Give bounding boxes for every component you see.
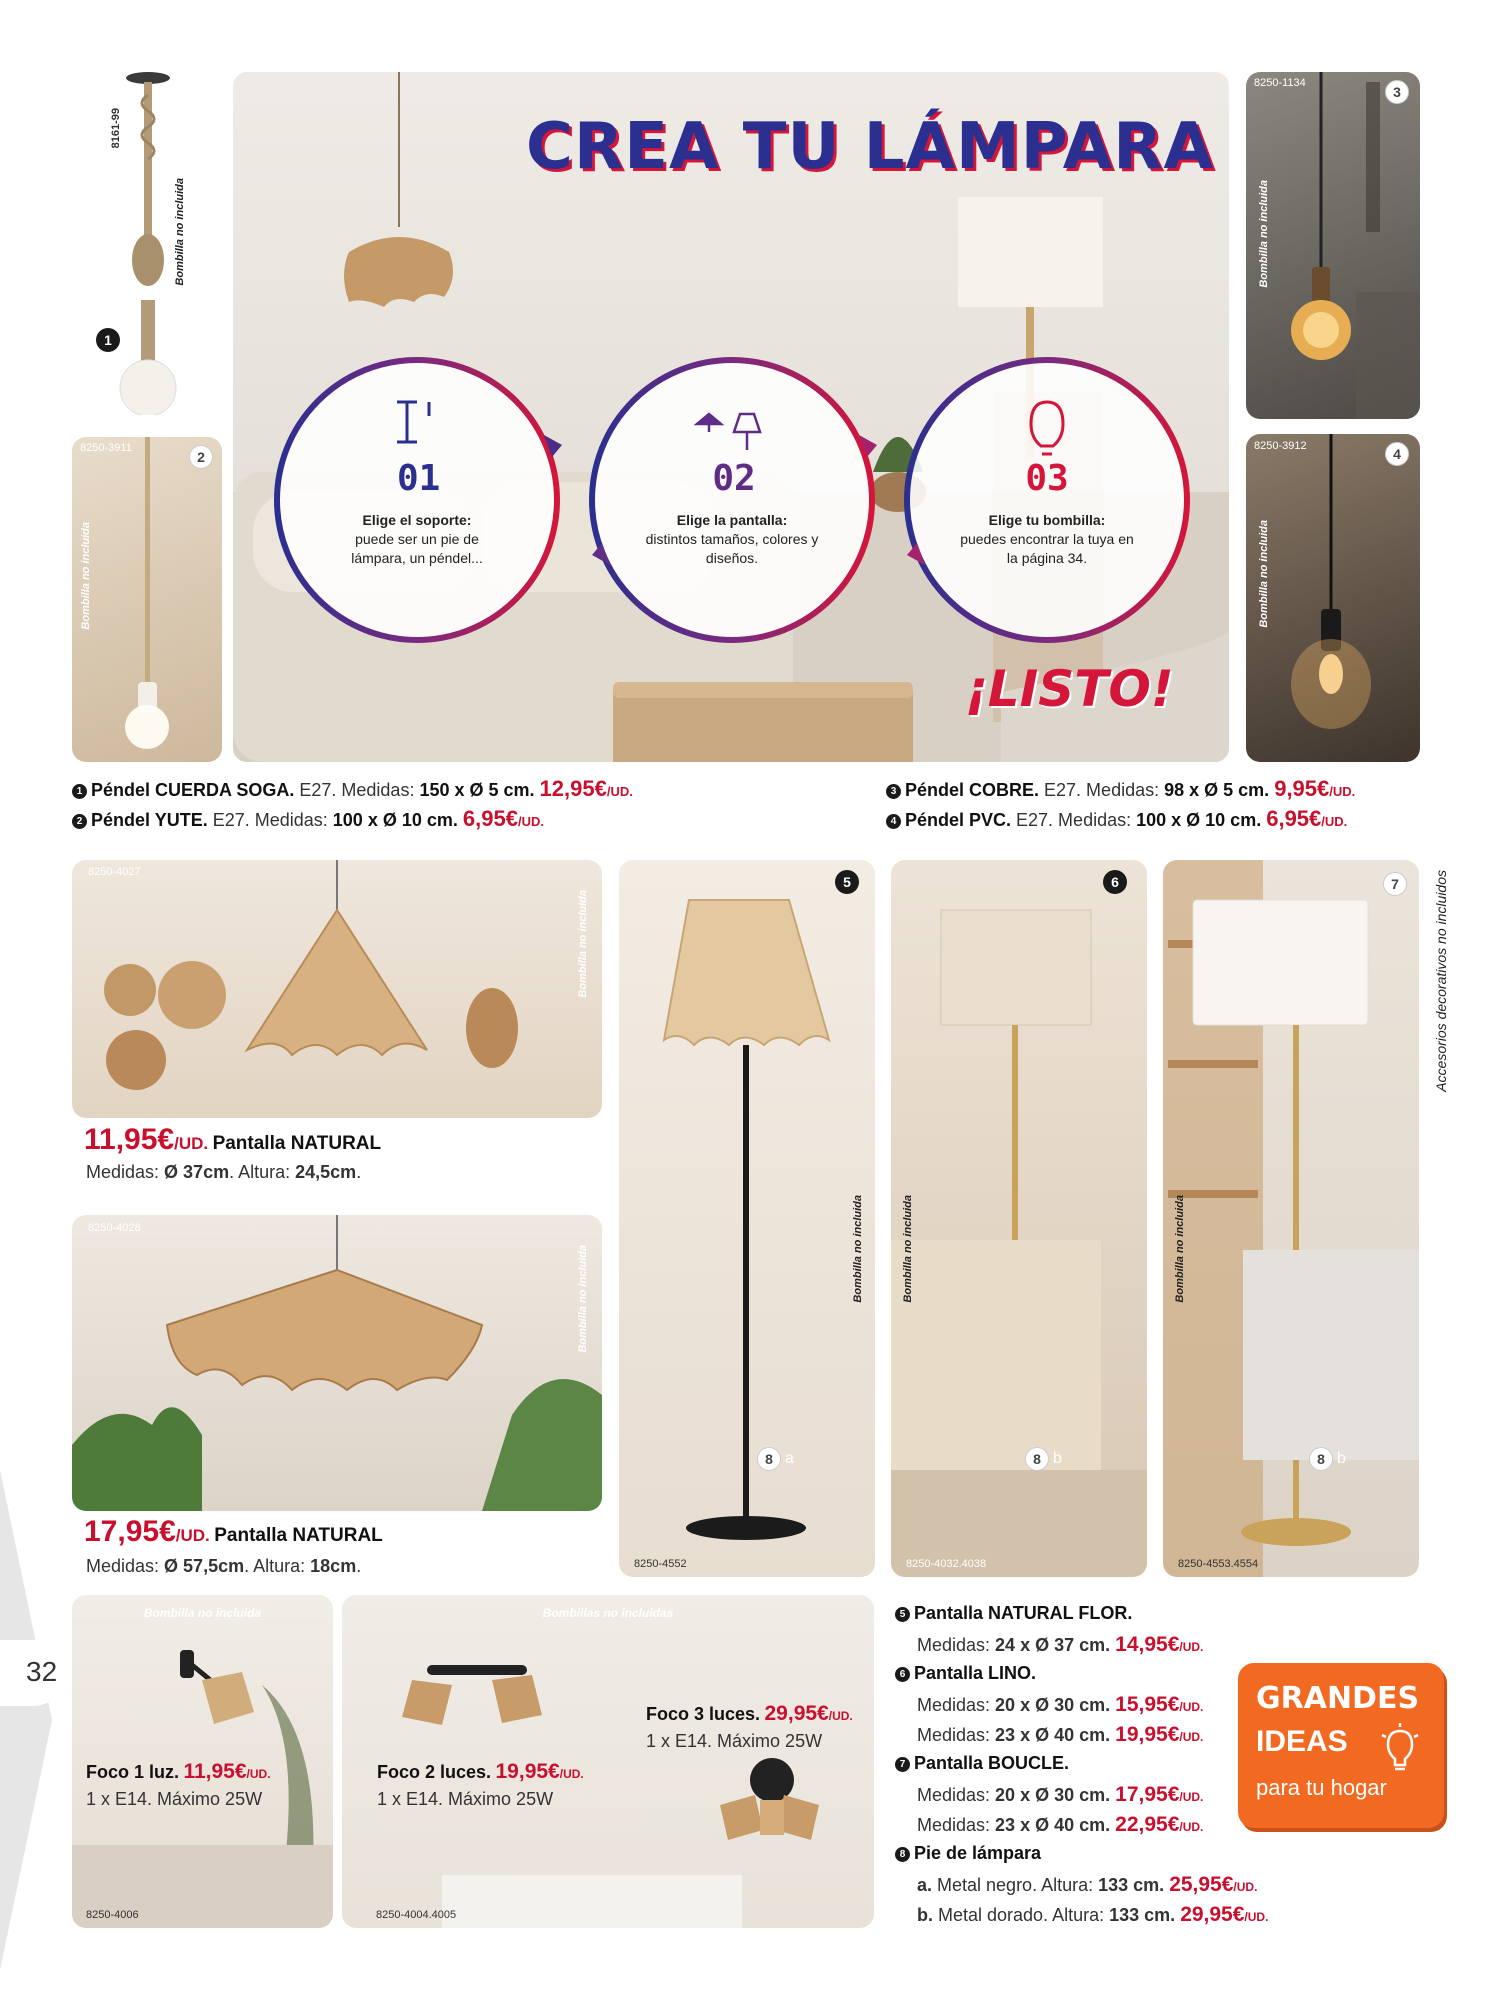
code-8250-4032-4038: 8250-4032.4038 [906, 1558, 987, 1570]
promo-line-1: GRANDES [1256, 1681, 1420, 1716]
code-8250-4006: 8250-4006 [86, 1909, 139, 1921]
product-image-lampara-7 [1163, 860, 1419, 1577]
grandes-ideas-promo [1238, 1663, 1444, 1828]
foco-3-title: Foco 3 luces. 29,95€/UD. [646, 1702, 853, 1725]
step-2-number: 02 [712, 458, 756, 499]
product-image-pendel-pvc [1246, 434, 1420, 762]
page-edge-tab [0, 1470, 52, 1970]
foco-1-spec: 1 x E14. Máximo 25W [86, 1789, 263, 1809]
code-8161-99: 8161-99 [110, 108, 122, 149]
product-image-lampara-5 [619, 860, 875, 1577]
step-1-title: Elige el soporte: [362, 512, 472, 528]
bulb-not-included-note: Bombilla no incluida [1258, 180, 1270, 288]
pantalla-lino-title: 6 Pantalla LINO. [895, 1663, 1036, 1684]
steps-loop-graphic [272, 350, 1207, 650]
bulb-not-included-note: Bombilla no incluida [80, 522, 92, 630]
product-image-lampara-6 [891, 860, 1147, 1577]
step-2-title: Elige la pantalla: [676, 512, 788, 528]
pie-lampara-title: 8 Pie de lámpara [895, 1843, 1041, 1864]
step-1-text: puede ser un pie de lámpara, un péndel... [351, 531, 483, 566]
bulb-not-included-note: Bombilla no incluida [577, 890, 589, 998]
badge-2: 2 [189, 445, 213, 469]
badge-7: 7 [1383, 872, 1407, 896]
badge-6: 6 [1103, 870, 1127, 894]
bulb-not-included-note: Bombilla no incluida [143, 1606, 262, 1620]
code-8250-4553-4554: 8250-4553.4554 [1178, 1558, 1259, 1570]
step-3-text: puedes encontrar la tuya en la página 34. [960, 531, 1134, 566]
promo-line-3: para tu hogar [1256, 1775, 1387, 1800]
foco-1-title: Foco 1 luz. 11,95€/UD. [86, 1760, 271, 1783]
code-8250-3912: 8250-3912 [1254, 440, 1307, 452]
code-8250-4552: 8250-4552 [634, 1558, 687, 1570]
pantalla-lino-row-1: Medidas: 20 x Ø 30 cm. 15,95€/UD. [917, 1693, 1204, 1716]
badge-3: 3 [1385, 80, 1409, 104]
product-image-pendel-yute [72, 437, 222, 762]
product-line-pendel-pvc: 4 Péndel PVC. E27. Medidas: 100 x Ø 10 cm. 6,95€/UD. [886, 806, 1347, 832]
badge-8b-2: 8 b [1309, 1447, 1346, 1471]
bulb-not-included-note: Bombilla no incluida [1174, 1195, 1186, 1303]
bulb-not-included-note: Bombilla no incluida [577, 1245, 589, 1353]
step-1-number: 01 [397, 458, 441, 499]
step-2-text: distintos tamaños, colores y diseños. [645, 531, 819, 566]
price-line-pantalla-natural-57: 17,95€/UD. Pantalla NATURAL [84, 1515, 383, 1548]
badge-8b: 8 b [1025, 1447, 1062, 1471]
pantalla-boucle-title: 7 Pantalla BOUCLE. [895, 1753, 1069, 1774]
product-line-pendel-cuerda-soga: 1 Péndel CUERDA SOGA. E27. Medidas: 150 x Ø 5 cm. 12,95€/UD. [72, 776, 633, 802]
pantalla-natural-flor-title: 5 Pantalla NATURAL FLOR. [895, 1603, 1132, 1624]
bulb-not-included-note: Bombilla no incluida [902, 1195, 914, 1303]
badge-1: 1 [96, 328, 120, 352]
pantalla-natural-flor-row-1: Medidas: 24 x Ø 37 cm. 14,95€/UD. [917, 1633, 1204, 1656]
page-title: CREA TU LÁMPARA [526, 110, 1215, 184]
price-line-pantalla-natural-37: 11,95€/UD. Pantalla NATURAL [84, 1123, 382, 1156]
measures-pantalla-natural-57: Medidas: Ø 57,5cm. Altura: 18cm. [86, 1556, 362, 1576]
bulbs-not-included-note: Bombillas no incluidas [542, 1606, 674, 1620]
code-8250-4028: 8250-4028 [88, 1222, 141, 1234]
pantalla-boucle-row-2: Medidas: 23 x Ø 40 cm. 22,95€/UD. [917, 1813, 1204, 1836]
pantalla-lino-row-2: Medidas: 23 x Ø 40 cm. 19,95€/UD. [917, 1723, 1204, 1746]
bulb-not-included-note: Bombilla no incluida [852, 1195, 864, 1303]
step-3-title: Elige tu bombilla: [988, 512, 1106, 528]
promo-line-2: IDEAS [1256, 1725, 1348, 1758]
badge-4: 4 [1385, 442, 1409, 466]
pie-lampara-row-b: b. Metal dorado. Altura: 133 cm. 29,95€/UD. [917, 1903, 1269, 1926]
step-3-number: 03 [1025, 458, 1069, 499]
pantalla-boucle-row-1: Medidas: 20 x Ø 30 cm. 17,95€/UD. [917, 1783, 1204, 1806]
badge-8a: 8 a [757, 1447, 794, 1471]
foco-3-spec: 1 x E14. Máximo 25W [646, 1731, 823, 1751]
bulb-not-included-note: Bombilla no incluida [1258, 520, 1270, 628]
product-image-pantalla-natural-57 [72, 1215, 602, 1511]
pie-lampara-row-a: a. Metal negro. Altura: 133 cm. 25,95€/UD. [917, 1873, 1258, 1896]
measures-pantalla-natural-37: Medidas: Ø 37cm. Altura: 24,5cm. [86, 1162, 362, 1182]
code-8250-1134: 8250-1134 [1254, 77, 1306, 89]
code-8250-4027: 8250-4027 [88, 866, 141, 878]
foco-2-title: Foco 2 luces. 19,95€/UD. [377, 1760, 584, 1783]
listo-label: ¡LISTO! [965, 660, 1174, 718]
badge-5: 5 [835, 870, 859, 894]
page-number: 32 [26, 1656, 58, 1687]
product-image-pendel-cobre [1246, 72, 1420, 419]
product-line-pendel-yute: 2 Péndel YUTE. E27. Medidas: 100 x Ø 10 cm. 6,95€/UD. [72, 806, 544, 832]
bulb-not-included-note: Bombilla no incluida [174, 178, 186, 286]
decor-not-included-note: Accesorios decorativos no incluidos [1433, 870, 1449, 1092]
code-8250-4004-4005: 8250-4004.4005 [376, 1909, 457, 1921]
lightbulb-idea-icon [1378, 1723, 1422, 1780]
foco-2-spec: 1 x E14. Máximo 25W [377, 1789, 554, 1809]
code-8250-3911: 8250-3911 [80, 442, 132, 454]
product-line-pendel-cobre: 3 Péndel COBRE. E27. Medidas: 98 x Ø 5 cm. 9,95€/UD. [886, 776, 1355, 802]
product-image-pantalla-natural-37 [72, 860, 602, 1118]
